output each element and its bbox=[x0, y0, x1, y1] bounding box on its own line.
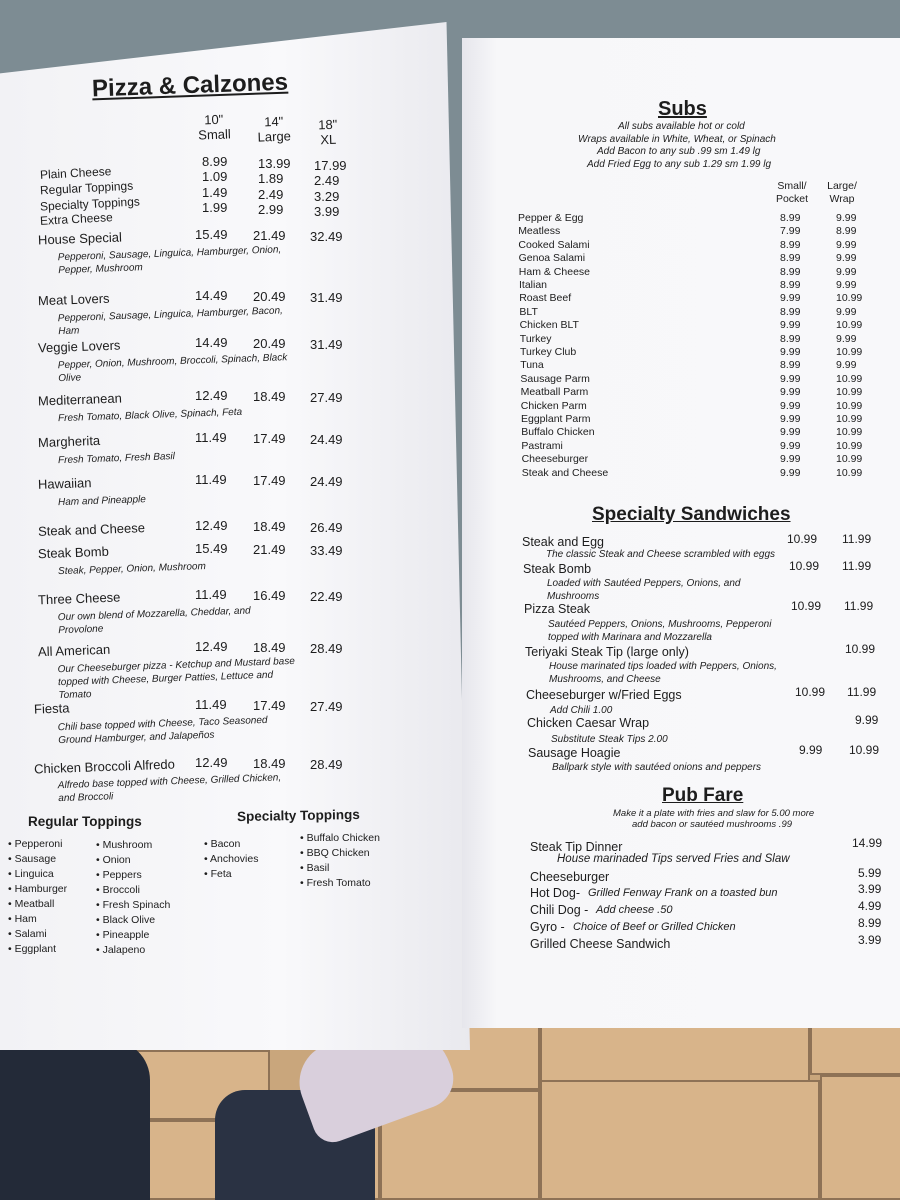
sub-name: Pepper & Egg bbox=[518, 212, 584, 224]
sub-name: Roast Beef bbox=[519, 292, 572, 305]
sub-price-large: 9.99 bbox=[836, 332, 857, 345]
size-header-small: 10" Small bbox=[198, 111, 232, 143]
pub-name: Chili Dog - bbox=[530, 903, 589, 917]
pizza-special-price: 24.49 bbox=[310, 432, 343, 447]
pizza-basic-price: 1.09 bbox=[202, 169, 228, 184]
sub-price-small: 9.99 bbox=[780, 426, 801, 439]
pizza-special-price: 27.49 bbox=[310, 699, 343, 714]
pizza-basic-name: Extra Cheese bbox=[39, 210, 114, 228]
regular-toppings-title: Regular Toppings bbox=[28, 814, 142, 829]
sub-price-large: 9.99 bbox=[836, 305, 857, 318]
sub-price-large: 10.99 bbox=[836, 319, 863, 332]
pizza-special-name: Mediterranean bbox=[37, 390, 123, 409]
pizza-basic-price: 2.49 bbox=[314, 173, 340, 188]
regular-topping: • Ham bbox=[8, 913, 37, 925]
sub-price-large: 10.99 bbox=[836, 346, 863, 358]
sub-name: BLT bbox=[519, 305, 538, 318]
specialty-price-large: 10.99 bbox=[845, 642, 876, 656]
pizza-basic-price: 2.49 bbox=[258, 187, 284, 202]
sub-name: Cheeseburger bbox=[521, 453, 589, 466]
regular-topping: • Meatball bbox=[8, 898, 54, 910]
regular-topping: • Salami bbox=[8, 928, 47, 940]
sub-price-large: 10.99 bbox=[836, 399, 863, 412]
sub-price-small: 8.99 bbox=[780, 279, 801, 291]
pizza-special-price: 16.49 bbox=[253, 588, 286, 603]
pub-desc: Grilled Fenway Frank on a toasted bun bbox=[588, 887, 778, 899]
pizza-special-price: 21.49 bbox=[253, 228, 286, 243]
specialty-name: Teriyaki Steak Tip (large only) bbox=[525, 645, 689, 659]
pizza-special-desc: Pepperoni, Sausage, Linguica, Hamburger, Onion, Pepper, Mushroom bbox=[57, 244, 282, 277]
sub-price-large: 10.99 bbox=[836, 292, 863, 305]
specialty-price-small: 9.99 bbox=[799, 743, 823, 757]
regular-topping: • Onion bbox=[96, 854, 131, 866]
regular-topping: • Pineapple bbox=[96, 929, 149, 941]
sub-name: Chicken BLT bbox=[519, 319, 579, 332]
specialty-price-large: 11.99 bbox=[844, 599, 874, 613]
specialty-topping: • Fresh Tomato bbox=[300, 877, 371, 889]
regular-topping: • Hamburger bbox=[8, 883, 67, 895]
sub-price-small: 9.99 bbox=[780, 319, 801, 332]
sub-price-small: 9.99 bbox=[780, 346, 801, 358]
pizza-special-name: Meat Lovers bbox=[37, 290, 110, 309]
sub-price-small: 9.99 bbox=[780, 439, 801, 452]
pizza-special-price: 22.49 bbox=[310, 589, 343, 604]
specialty-topping: • Anchovies bbox=[204, 853, 258, 865]
pub-name: Gyro - bbox=[530, 920, 565, 934]
specialty-price-large: 11.99 bbox=[847, 685, 877, 699]
pizza-basic-price: 1.99 bbox=[202, 200, 228, 215]
subs-col-small: Small/ Pocket bbox=[775, 180, 809, 205]
sub-name: Pastrami bbox=[521, 439, 563, 452]
pizza-special-price: 11.49 bbox=[195, 697, 227, 712]
pizza-basic-price: 1.89 bbox=[258, 171, 284, 186]
specialty-price-large: 10.99 bbox=[849, 743, 880, 757]
pizza-basic-name: Specialty Toppings bbox=[39, 194, 141, 214]
specialty-desc: The classic Steak and Cheese scrambled with eggs bbox=[546, 549, 776, 560]
specialty-desc: Add Chili 1.00 bbox=[550, 705, 613, 716]
regular-topping: • Black Olive bbox=[96, 914, 155, 926]
specialty-name: Pizza Steak bbox=[524, 602, 591, 616]
sub-name: Chicken Parm bbox=[520, 399, 587, 412]
pizza-basic-price: 2.99 bbox=[258, 202, 284, 217]
specialty-name: Steak Bomb bbox=[523, 562, 592, 576]
specialty-topping: • Feta bbox=[204, 868, 232, 880]
pizza-basic-price: 1.49 bbox=[202, 185, 228, 200]
pizza-special-desc: Our own blend of Mozzarella, Cheddar, and Provolone bbox=[57, 605, 251, 637]
pub-price: 3.99 bbox=[858, 882, 882, 896]
pub-price: 3.99 bbox=[858, 933, 882, 947]
sub-price-small: 9.99 bbox=[780, 292, 801, 305]
pizza-special-desc: Our Cheeseburger pizza - Ketchup and Mustard base topped with Cheese, Burger Patties, Lettuce and Tomato bbox=[57, 655, 296, 702]
pub-note-2: add bacon or sautéed mushrooms .99 bbox=[632, 819, 793, 830]
sub-name: Turkey bbox=[519, 332, 552, 345]
subs-note: Wraps available in White, Wheat, or Spinach bbox=[578, 133, 776, 145]
pizza-special-desc: Pepper, Onion, Mushroom, Broccoli, Spinach, Black Olive bbox=[57, 352, 288, 385]
pizza-special-price: 20.49 bbox=[253, 289, 286, 304]
regular-topping: • Pepperoni bbox=[8, 838, 62, 850]
regular-topping: • Sausage bbox=[8, 853, 56, 865]
sub-price-large: 10.99 bbox=[836, 386, 863, 399]
pizza-special-price: 33.49 bbox=[310, 543, 343, 558]
sub-name: Tuna bbox=[520, 359, 544, 372]
specialty-desc: Ballpark style with sautéed onions and peppers bbox=[552, 762, 762, 773]
pub-price: 5.99 bbox=[858, 866, 882, 880]
pizza-special-price: 20.49 bbox=[253, 336, 286, 351]
sub-price-small: 8.99 bbox=[780, 359, 801, 372]
specialty-name: Cheeseburger w/Fried Eggs bbox=[526, 688, 682, 702]
pub-price: 4.99 bbox=[858, 899, 882, 913]
sub-price-large: 9.99 bbox=[836, 238, 857, 251]
pizza-special-desc: Fresh Tomato, Black Olive, Spinach, Feta bbox=[57, 406, 243, 425]
pizza-special-price: 28.49 bbox=[310, 641, 343, 656]
pizza-special-name: Steak Bomb bbox=[37, 543, 110, 562]
sub-name: Meatless bbox=[518, 225, 561, 238]
specialty-price-large: 9.99 bbox=[855, 713, 879, 727]
specialty-price-large: 11.99 bbox=[842, 559, 872, 573]
sub-name: Genoa Salami bbox=[518, 252, 586, 265]
pizza-basic-name: Plain Cheese bbox=[39, 164, 112, 182]
pizza-special-price: 12.49 bbox=[195, 388, 228, 403]
specialty-price-small: 10.99 bbox=[787, 532, 818, 546]
pizza-special-price: 12.49 bbox=[195, 518, 228, 533]
subs-col-large: Large/ Wrap bbox=[827, 180, 857, 205]
sub-price-large: 9.99 bbox=[836, 212, 857, 224]
pizza-special-price: 11.49 bbox=[195, 587, 227, 602]
specialty-topping: • Bacon bbox=[204, 838, 240, 850]
pizza-special-name: All American bbox=[37, 641, 111, 660]
pizza-special-price: 12.49 bbox=[195, 755, 228, 770]
sub-name: Buffalo Chicken bbox=[521, 426, 595, 439]
specialty-price-small: 10.99 bbox=[789, 559, 820, 573]
pizza-special-price: 11.49 bbox=[195, 430, 227, 445]
specialty-name: Chicken Caesar Wrap bbox=[527, 716, 650, 730]
pub-price: 8.99 bbox=[858, 916, 882, 930]
sub-price-small: 8.99 bbox=[780, 265, 801, 278]
pizza-special-desc: Alfredo base topped with Cheese, Grilled Chicken, and Broccoli bbox=[57, 772, 282, 805]
pizza-special-price: 17.49 bbox=[253, 473, 286, 488]
regular-topping: • Linguica bbox=[8, 868, 54, 880]
pub-price: 14.99 bbox=[852, 836, 883, 850]
specialty-name: Sausage Hoagie bbox=[528, 746, 621, 760]
sub-price-large: 10.99 bbox=[836, 372, 863, 385]
sub-name: Meatball Parm bbox=[520, 386, 589, 399]
sub-name: Italian bbox=[519, 279, 548, 291]
specialty-topping: • Basil bbox=[300, 862, 329, 874]
regular-topping: • Eggplant bbox=[8, 943, 56, 955]
pub-title: Pub Fare bbox=[662, 785, 744, 806]
pizza-special-desc: Pepperoni, Sausage, Linguica, Hamburger, Bacon, Ham bbox=[57, 305, 284, 338]
pub-name: Steak Tip Dinner bbox=[530, 840, 623, 854]
pizza-special-price: 31.49 bbox=[310, 290, 343, 305]
specialty-topping: • BBQ Chicken bbox=[300, 847, 370, 859]
pizza-special-price: 17.49 bbox=[253, 431, 286, 446]
sub-price-small: 9.99 bbox=[780, 372, 801, 385]
pizza-special-name: Chicken Broccoli Alfredo bbox=[33, 756, 176, 777]
size-header-large: 14" Large bbox=[257, 113, 292, 145]
pizza-special-name: Fiesta bbox=[33, 700, 70, 717]
pub-name: Cheeseburger bbox=[530, 870, 610, 884]
sub-price-small: 8.99 bbox=[780, 332, 801, 345]
pizza-special-price: 12.49 bbox=[195, 639, 228, 654]
sub-price-large: 9.99 bbox=[836, 359, 857, 372]
pizza-special-name: Margherita bbox=[37, 432, 101, 451]
pub-desc: Add cheese .50 bbox=[596, 904, 673, 916]
specialty-price-large: 11.99 bbox=[842, 532, 872, 546]
specialty-desc: Substitute Steak Tips 2.00 bbox=[551, 734, 668, 745]
pizza-basic-name: Regular Toppings bbox=[39, 178, 134, 198]
sub-price-small: 8.99 bbox=[780, 212, 801, 224]
sub-name: Cooked Salami bbox=[518, 238, 590, 251]
pub-note-1: Make it a plate with fries and slaw for 5.00 more bbox=[613, 808, 815, 819]
pub-name: Grilled Cheese Sandwich bbox=[530, 937, 671, 951]
pizza-special-price: 17.49 bbox=[253, 698, 286, 713]
specialty-name: Steak and Egg bbox=[522, 535, 605, 549]
person-leg bbox=[0, 1040, 150, 1200]
pizza-special-price: 32.49 bbox=[310, 229, 343, 244]
sub-price-large: 9.99 bbox=[836, 252, 857, 265]
pizza-special-price: 18.49 bbox=[253, 389, 286, 404]
specialty-toppings-title: Specialty Toppings bbox=[236, 806, 360, 825]
pizza-special-price: 15.49 bbox=[195, 227, 228, 242]
sub-price-large: 10.99 bbox=[836, 453, 863, 466]
regular-topping: • Mushroom bbox=[96, 839, 152, 851]
sub-name: Eggplant Parm bbox=[521, 413, 591, 425]
pizza-special-price: 15.49 bbox=[195, 541, 228, 556]
pizza-special-price: 18.49 bbox=[253, 640, 286, 655]
pizza-title: Pizza & Calzones bbox=[91, 68, 289, 103]
pizza-special-name: Steak and Cheese bbox=[37, 520, 146, 539]
pizza-basic-price: 8.99 bbox=[202, 154, 228, 169]
sub-price-large: 9.99 bbox=[836, 279, 857, 291]
sub-price-large: 10.99 bbox=[836, 413, 863, 425]
regular-topping: • Fresh Spinach bbox=[96, 899, 170, 911]
pizza-basic-price: 3.99 bbox=[314, 204, 340, 219]
subs-note: Add Bacon to any sub .99 sm 1.49 lg bbox=[597, 146, 761, 157]
pub-desc: House marinaded Tips served Fries and Slaw bbox=[557, 853, 790, 865]
specialty-price-small: 10.99 bbox=[791, 599, 822, 613]
sub-price-small: 7.99 bbox=[780, 225, 801, 238]
pizza-basic-price: 17.99 bbox=[314, 158, 347, 173]
pizza-special-desc: Chili base topped with Cheese, Taco Seasoned Ground Hamburger, and Jalapeños bbox=[57, 714, 268, 747]
pizza-basic-price: 3.29 bbox=[314, 189, 340, 204]
sub-name: Sausage Parm bbox=[520, 372, 590, 385]
pizza-special-price: 26.49 bbox=[310, 520, 343, 535]
pizza-special-desc: Ham and Pineapple bbox=[57, 494, 147, 509]
sub-name: Ham & Cheese bbox=[518, 265, 590, 278]
pizza-special-desc: Steak, Pepper, Onion, Mushroom bbox=[57, 561, 207, 578]
pub-desc: Choice of Beef or Grilled Chicken bbox=[573, 921, 736, 933]
sub-price-small: 9.99 bbox=[780, 453, 801, 466]
sub-price-small: 8.99 bbox=[780, 252, 801, 265]
subs-note: Add Fried Egg to any sub 1.29 sm 1.99 lg bbox=[587, 158, 771, 170]
specialty-desc: House marinated tips loaded with Peppers, Onions, Mushrooms, and Cheese bbox=[549, 661, 777, 685]
subs-note: All subs available hot or cold bbox=[618, 121, 745, 132]
sub-price-small: 8.99 bbox=[780, 305, 801, 318]
pizza-special-price: 14.49 bbox=[195, 288, 228, 303]
specialty-desc: Loaded with Sautéed Peppers, Onions, and Mushrooms bbox=[547, 578, 741, 602]
pub-name: Hot Dog- bbox=[530, 886, 581, 900]
size-header-xl: 18" XL bbox=[317, 116, 338, 148]
subs-title: Subs bbox=[658, 98, 707, 120]
pizza-special-price: 24.49 bbox=[310, 474, 343, 489]
regular-topping: • Jalapeno bbox=[96, 944, 145, 956]
pizza-special-price: 18.49 bbox=[253, 756, 286, 771]
sub-price-small: 9.99 bbox=[780, 466, 801, 479]
pizza-special-price: 27.49 bbox=[310, 390, 343, 405]
pizza-special-price: 31.49 bbox=[310, 337, 343, 352]
sub-price-small: 8.99 bbox=[780, 238, 801, 251]
specialty-desc: Sautéed Peppers, Onions, Mushrooms, Pepperoni topped with Marinara and Mozzarella bbox=[548, 619, 772, 643]
sub-price-small: 9.99 bbox=[780, 413, 801, 425]
pizza-special-price: 18.49 bbox=[253, 519, 286, 534]
pizza-special-name: Veggie Lovers bbox=[37, 337, 121, 356]
sub-price-small: 9.99 bbox=[780, 399, 801, 412]
sub-price-small: 9.99 bbox=[780, 386, 801, 399]
sub-price-large: 10.99 bbox=[836, 426, 863, 439]
pizza-special-name: Three Cheese bbox=[37, 589, 121, 608]
pizza-special-name: Hawaiian bbox=[37, 475, 92, 492]
sub-name: Turkey Club bbox=[520, 346, 577, 358]
pizza-special-desc: Fresh Tomato, Fresh Basil bbox=[57, 451, 176, 467]
sub-price-large: 10.99 bbox=[836, 466, 863, 479]
sub-price-large: 9.99 bbox=[836, 265, 857, 278]
specialty-topping: • Buffalo Chicken bbox=[300, 832, 380, 844]
pizza-special-price: 14.49 bbox=[195, 335, 228, 350]
pizza-special-price: 11.49 bbox=[195, 472, 227, 487]
regular-topping: • Broccoli bbox=[96, 884, 140, 896]
sub-price-large: 10.99 bbox=[836, 439, 863, 452]
pizza-special-price: 21.49 bbox=[253, 542, 286, 557]
specialty-price-small: 10.99 bbox=[795, 685, 826, 699]
pizza-special-price: 28.49 bbox=[310, 757, 343, 772]
pizza-basic-price: 13.99 bbox=[258, 156, 291, 171]
sub-name: Steak and Cheese bbox=[521, 466, 609, 479]
sub-price-large: 8.99 bbox=[836, 225, 857, 238]
regular-topping: • Peppers bbox=[96, 869, 142, 881]
pizza-special-name: House Special bbox=[37, 229, 123, 248]
specialty-title: Specialty Sandwiches bbox=[592, 504, 791, 525]
